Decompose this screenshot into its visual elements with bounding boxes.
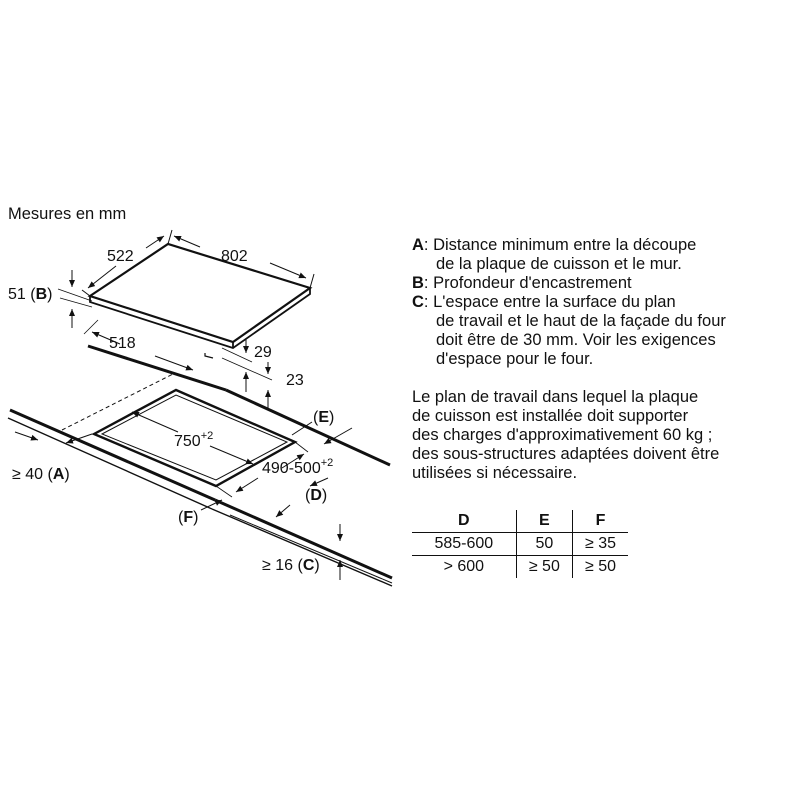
note-line-3: des charges d'approximativement 60 kg ; — [412, 426, 713, 444]
legend-c-text: : L'espace entre la surface du plan — [423, 293, 676, 311]
label-f-key: F — [183, 509, 194, 526]
dimension-height-b — [58, 270, 92, 328]
legend-c-line3: doit être de 30 mm. Voir les exigences — [436, 331, 716, 349]
label-e: (E) — [313, 409, 335, 426]
min-c-key: C — [302, 557, 315, 574]
cutout-depth-range-label — [262, 457, 333, 477]
table-header-e: E — [516, 510, 572, 533]
legend-c-key: C — [412, 293, 424, 311]
legend-a-text: : Distance minimum entre la découpe — [423, 236, 697, 254]
legend-b-text: : Profondeur d'encastrement — [423, 274, 632, 292]
height-b-key: B — [35, 286, 48, 303]
label-e-key: E — [318, 409, 329, 426]
drop-23-label: 23 — [286, 372, 304, 389]
min-wall-label: ≥ 40 (A) — [12, 466, 70, 483]
legend-c-line4: d'espace pour le four. — [436, 350, 594, 368]
label-f: (F) — [178, 509, 199, 526]
label-d: (D) — [305, 487, 328, 504]
cutout-width-tolerance: +2 — [200, 430, 214, 442]
depth-label: 522 — [107, 248, 134, 265]
note-line-1: Le plan de travail dans lequel la plaque — [412, 388, 699, 406]
legend-a-line2: de la plaque de cuisson et le mur. — [436, 255, 682, 273]
min-c-label: ≥ 16 (C) — [262, 557, 320, 574]
cutout-depth-label: 518 — [109, 335, 136, 352]
label-d-key: D — [310, 487, 322, 504]
height-b-value: 51 — [8, 286, 26, 303]
note-line-4: des sous-structures adaptées doivent être — [412, 445, 720, 463]
units-label: Mesures en mm — [8, 205, 127, 223]
table-cell: 585-600 — [412, 533, 516, 556]
table-cell: ≥ 50 — [573, 556, 628, 579]
note-line-5: utilisées si nécessaire. — [412, 464, 578, 482]
drop-29-label: 29 — [254, 344, 272, 361]
min-wall-key: A — [52, 466, 65, 483]
table-row — [412, 556, 628, 579]
legend-a-key: A — [412, 236, 424, 254]
min-c-value: ≥ 16 — [262, 557, 294, 574]
cutout-width-value: 750 — [174, 433, 201, 450]
dimensions-table — [412, 510, 628, 578]
legend-c-line2: de travail et le haut de la façade du four — [436, 312, 726, 330]
legend-a — [412, 236, 792, 255]
arrow-d-bottom — [276, 505, 290, 517]
table-cell: > 600 — [443, 558, 485, 575]
cutout-depth-range-value: 490-500 — [262, 460, 321, 477]
table-cell: ≥ 35 — [573, 533, 628, 556]
arrow-d-top — [310, 478, 328, 486]
table-header-d: D — [412, 510, 516, 533]
table-header-f: F — [573, 510, 628, 533]
cutout-depth-range-tolerance: +2 — [320, 457, 334, 469]
legend — [412, 236, 792, 369]
legend-b-key: B — [412, 274, 424, 292]
note-line-2: de cuisson est installée doit supporter — [412, 407, 689, 425]
width-label: 802 — [221, 248, 248, 265]
table-cell: ≥ 50 — [516, 556, 572, 579]
min-wall-value: ≥ 40 — [12, 466, 44, 483]
load-note — [412, 388, 797, 483]
legend-b — [412, 274, 792, 293]
legend-c — [412, 293, 792, 312]
cutout-width-label — [174, 430, 213, 450]
table-cell: 50 — [516, 533, 572, 556]
height-b-label: 51 (B) — [8, 286, 53, 303]
table-header-row — [412, 510, 628, 533]
table-row — [412, 533, 628, 556]
